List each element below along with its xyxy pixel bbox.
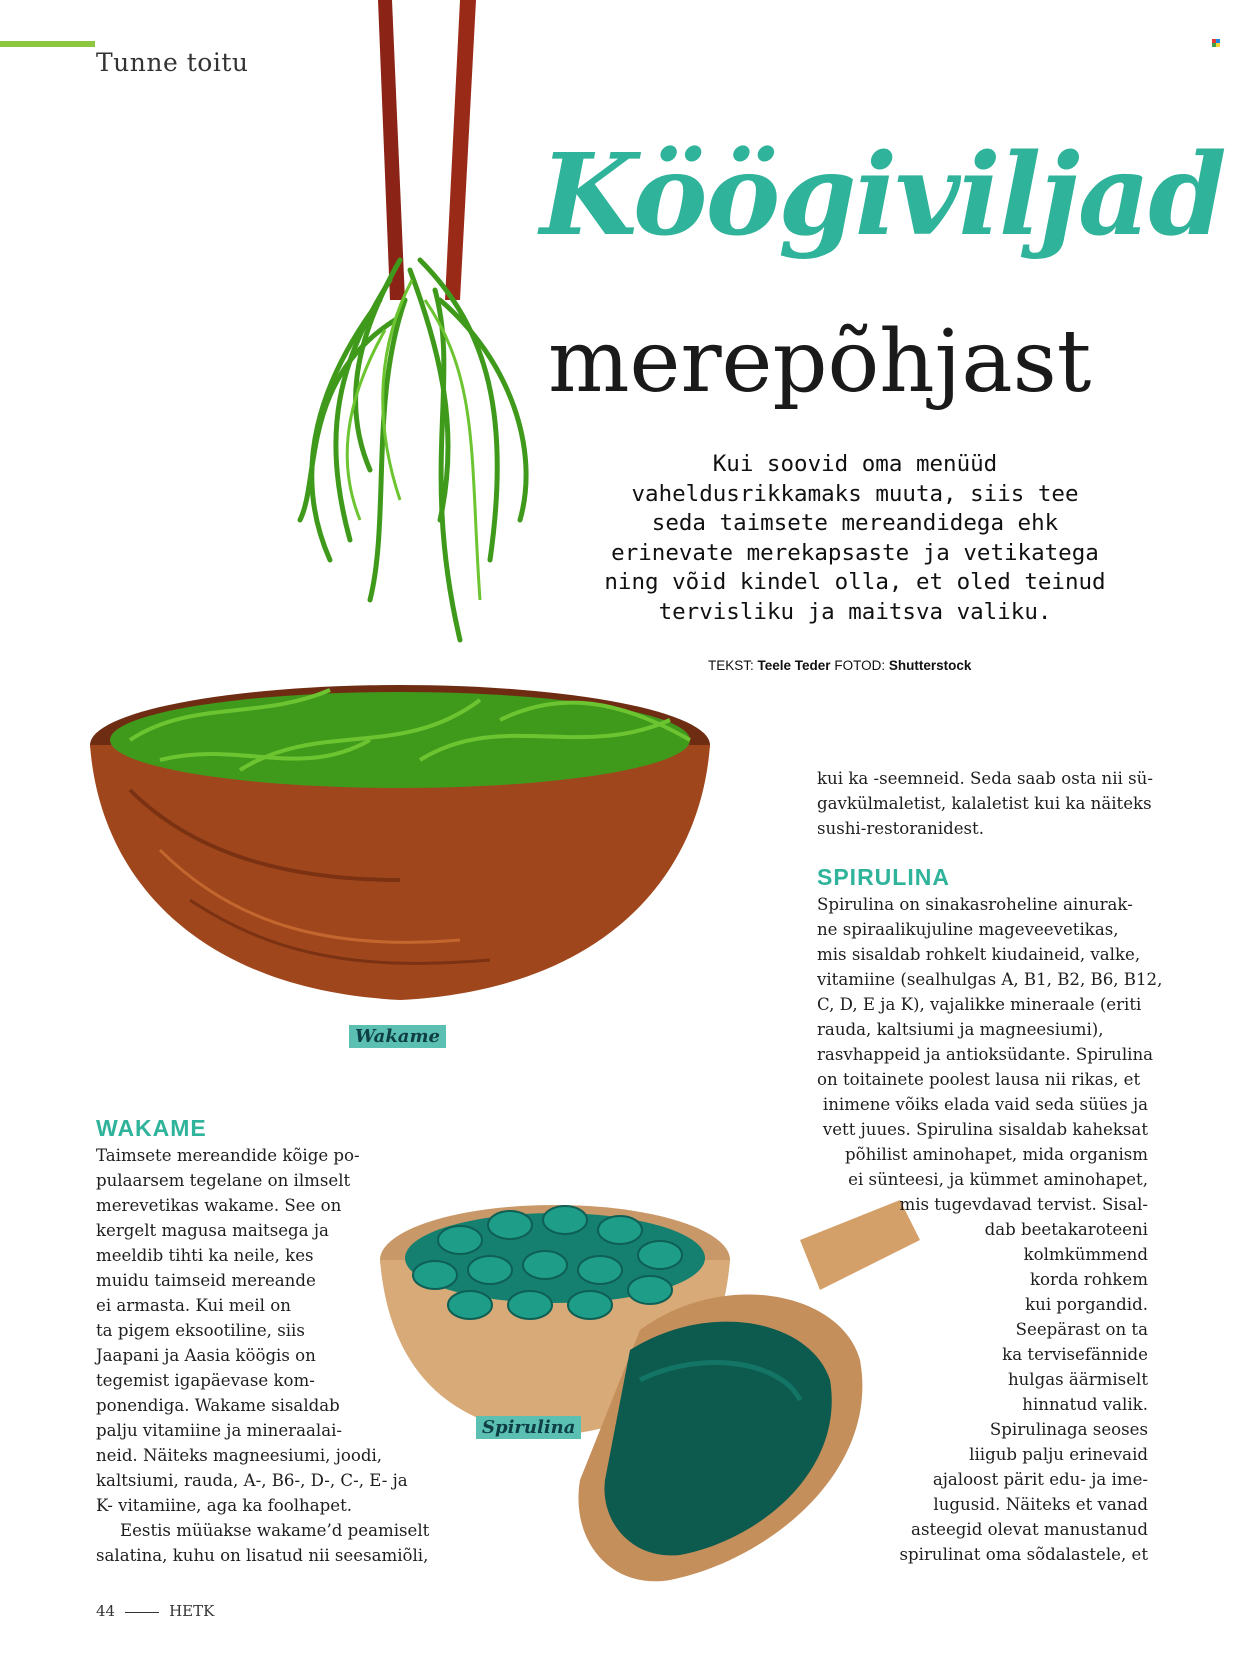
- color-mark-icon: [1212, 32, 1220, 40]
- spirulina-line: vitamiine (sealhulgas A, B1, B2, B6, B12,: [817, 970, 1163, 989]
- spirulina-line: ajaloost pärit edu- ja ime-: [932, 1470, 1148, 1489]
- wakame-line: palju vitamiine ja mineraalai-: [96, 1421, 342, 1440]
- spirulina-line: Spirulina on sinakasroheline ainurak-: [817, 895, 1133, 914]
- wakame-line: kaltsiumi, rauda, A-, B6-, D-, C-, E- ja: [96, 1471, 408, 1490]
- spirulina-line: rasvhappeid ja antioksüdante. Spirulina: [817, 1045, 1154, 1064]
- spirulina-line: on toitainete poolest lausa nii rikas, et: [817, 1070, 1141, 1089]
- wakame-line: Taimsete mereandide kõige po-: [96, 1146, 360, 1165]
- credits-photo-label: FOTOD:: [834, 658, 886, 673]
- photo-label-wakame: Wakame: [349, 1025, 446, 1048]
- spirulina-line: Spirulinaga seoses: [989, 1420, 1148, 1439]
- page-number: 44: [96, 1602, 116, 1620]
- spirulina-line: korda rohkem: [1030, 1270, 1148, 1289]
- wakame-line: merevetikas wakame. See on: [96, 1196, 342, 1215]
- spirulina-line: vett juues. Spirulina sisaldab kaheksat: [822, 1120, 1148, 1139]
- lead-line: Kui soovid oma menüüd: [712, 451, 998, 477]
- wakame-line: ei armasta. Kui meil on: [96, 1296, 291, 1315]
- spirulina-line: põhilist aminohapet, mida organism: [844, 1145, 1148, 1164]
- spirulina-line: hulgas äärmiselt: [1007, 1370, 1148, 1389]
- lead-line: tervisliku ja maitsva valiku.: [658, 598, 1052, 625]
- magazine-name: HETK: [169, 1602, 215, 1620]
- spirulina-line: mis tugevdavad tervist. Sisal-: [899, 1195, 1148, 1214]
- wakame-line: meeldib tihti ka neile, kes: [96, 1246, 314, 1265]
- spirulina-line: ne spiraalikujuline mageveevetikas,: [817, 920, 1119, 939]
- footer-divider: [125, 1612, 159, 1613]
- lead-line: seda taimsete mereandidega ehk: [651, 510, 1059, 536]
- right-intro: [817, 766, 1237, 841]
- spirulina-line: rauda, kaltsiumi ja magneesiumi),: [817, 1020, 1104, 1039]
- spirulina-line: mis sisaldab rohkelt kiudaineid, valke,: [817, 945, 1141, 964]
- spirulina-heading: SPIRULINA: [817, 864, 950, 890]
- wakame-line: neid. Näiteks magneesiumi, joodi,: [96, 1446, 383, 1465]
- spirulina-line: ka tervisefännide: [1002, 1345, 1148, 1364]
- spirulina-line: C, D, E ja K), vajalikke mineraale (eriti: [817, 995, 1142, 1014]
- wakame-line: pulaarsem tegelane on ilmselt: [96, 1171, 351, 1190]
- spirulina-line: liigub palju erinevaid: [969, 1445, 1148, 1464]
- wakame-body: [96, 1143, 576, 1568]
- wakame-line: Eestis müüakse wakame’d peamiselt: [120, 1521, 430, 1540]
- page-footer: [96, 1602, 214, 1620]
- credits-text-label: TEKST:: [708, 658, 754, 673]
- spirulina-line: asteegid olevat manustanud: [911, 1520, 1148, 1539]
- credits-author: Teele Teder: [757, 658, 831, 673]
- spirulina-line: kui porgandid.: [1025, 1295, 1148, 1314]
- spirulina-line: inimene võiks elada vaid seda süües ja: [822, 1095, 1148, 1114]
- spirulina-line: kolmkümmend: [1023, 1245, 1148, 1264]
- photo-label-spirulina: Spirulina: [476, 1416, 581, 1439]
- spirulina-line: lugusid. Näiteks et vanad: [933, 1495, 1148, 1514]
- lead-line: ning võid kindel olla, et oled teinud: [604, 569, 1106, 595]
- wakame-line: tegemist igapäevase kom-: [96, 1371, 315, 1390]
- intro-line: kui ka -seemneid. Seda saab osta nii sü-: [817, 769, 1153, 788]
- wakame-line: muidu taimseid mereande: [96, 1271, 316, 1290]
- spirulina-line: hinnatud valik.: [1022, 1395, 1148, 1414]
- spirulina-body: [640, 892, 1163, 1567]
- intro-line: sushi-restoranidest.: [817, 819, 984, 838]
- wakame-line: kergelt magusa maitsega ja: [96, 1221, 329, 1240]
- wakame-line: salatina, kuhu on lisatud nii seesamiõli,: [96, 1546, 429, 1565]
- wakame-line: ta pigem eksootiline, siis: [96, 1321, 305, 1340]
- lead-paragraph: [600, 450, 1110, 627]
- title-main: merepõhjast: [548, 312, 1092, 412]
- wakame-line: Jaapani ja Aasia köögis on: [96, 1346, 316, 1365]
- wakame-line: ponendiga. Wakame sisaldab: [96, 1396, 340, 1415]
- spirulina-line: Seepärast on ta: [1015, 1320, 1148, 1339]
- spirulina-line: dab beetakaroteeni: [984, 1220, 1148, 1239]
- credits: [708, 658, 971, 673]
- section-title: Tunne toitu: [96, 48, 249, 77]
- wakame-heading: WAKAME: [96, 1115, 207, 1141]
- spirulina-line: ei sünteesi, ja kümmet aminohapet,: [848, 1170, 1148, 1189]
- lead-line: vaheldusrikkamaks muuta, siis tee: [631, 480, 1079, 507]
- wakame-line: K- vitamiine, aga ka foolhapet.: [96, 1496, 353, 1515]
- credits-photo-source: Shutterstock: [888, 658, 972, 673]
- spirulina-line: spirulinat oma sõdalastele, et: [899, 1545, 1148, 1564]
- lead-line: erinevate merekapsaste ja vetikatega: [611, 539, 1099, 566]
- title-script: Köögiviljad: [540, 130, 1225, 261]
- intro-line: gavkülmaletist, kalaletist kui ka näiteks: [817, 794, 1152, 813]
